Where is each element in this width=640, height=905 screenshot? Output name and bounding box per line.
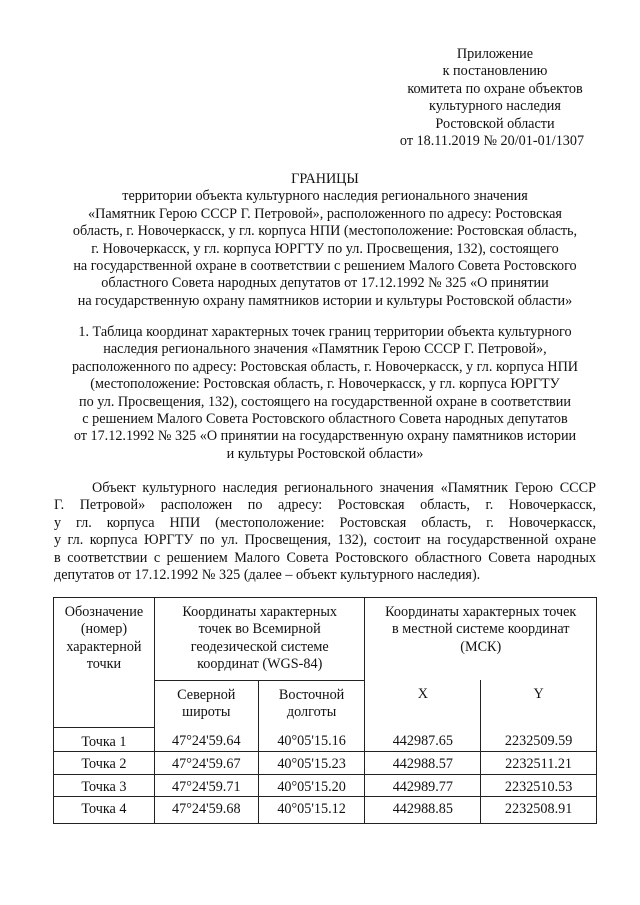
paragraph-line: у гл. корпуса ЮРГТУ по ул. Просвещения, 132), состоит на государственной охране xyxy=(54,532,596,549)
coordinates-table xyxy=(53,597,597,824)
cell-point: Точка 2 xyxy=(54,752,155,774)
paragraph-line: в соответствии с решением Малого Совета Ростовского областного Совета народных xyxy=(54,549,596,566)
title-line: область, г. Новочеркасск, у гл. корпуса НПИ (местоположение: Ростовская область, xyxy=(72,223,578,240)
x-header: X xyxy=(365,680,481,727)
header-line: Обозначение xyxy=(64,604,144,620)
cell-north: 47°24'59.67 xyxy=(154,752,258,774)
section-heading xyxy=(40,324,610,463)
title-heading: ГРАНИЦЫ xyxy=(291,171,359,187)
header-line: точки xyxy=(86,656,122,673)
title-line: на государственную охрану памятников истории и культуры Ростовской области» xyxy=(77,292,573,309)
msk-header xyxy=(365,598,597,681)
header-line: (МСК) xyxy=(460,638,502,655)
cell-north: 47°24'59.71 xyxy=(154,774,258,796)
section-line: 1. Таблица координат характерных точек границ территории объекта культурного xyxy=(78,324,572,340)
cell-east: 40°05'15.23 xyxy=(258,752,365,774)
cell-y: 2232510.53 xyxy=(481,774,597,796)
subheader-line: широты xyxy=(182,704,231,721)
subheader-line: долготы xyxy=(286,704,337,721)
header-line: точек во Всемирной xyxy=(198,621,321,638)
header-line: Координаты характерных точек xyxy=(385,604,577,620)
cell-x: 442989.77 xyxy=(365,774,481,796)
cell-point: Точка 3 xyxy=(54,774,155,796)
header-line: (номер) xyxy=(80,621,128,638)
title-line: областного Совета народных депутатов от 17.12.1992 № 325 «О принятии xyxy=(101,275,549,292)
annex-line: к постановлению xyxy=(442,63,548,80)
table-row xyxy=(54,727,597,751)
section-line: расположенного по адресу: Ростовская область, г. Новочеркасск, у гл. корпуса НПИ xyxy=(71,358,579,375)
section-line: и культуры Ростовской области» xyxy=(226,445,424,462)
annex-line: Ростовской области xyxy=(435,115,555,132)
cell-x: 442987.65 xyxy=(365,727,481,751)
section-line: от 17.12.1992 № 325 «О принятии на государственную охрану памятников истории xyxy=(73,428,577,445)
table-row xyxy=(54,774,597,796)
table-header-row xyxy=(54,598,597,681)
annex-line: комитета по охране объектов xyxy=(407,80,583,97)
subheader-line: Северной xyxy=(177,686,236,703)
document-title xyxy=(40,171,610,310)
wgs-header xyxy=(154,598,365,681)
cell-north: 47°24'59.64 xyxy=(154,727,258,751)
paragraph-line: у гл. корпуса НПИ (местоположение: Ростовская область, г. Новочеркасск, xyxy=(54,514,596,531)
north-lat-header xyxy=(154,680,258,727)
annex-date-line: от 18.11.2019 № 20/01-01/1307 xyxy=(399,133,585,150)
header-line: Координаты характерных xyxy=(182,604,337,620)
section-line: по ул. Просвещения, 132), состоящего на государственной охране в соответствии xyxy=(79,393,571,410)
cell-y: 2232511.21 xyxy=(481,752,597,774)
title-line: г. Новочеркасск, у гл. корпуса ЮРГТУ по ул. Просвещения, 132), состоящего xyxy=(91,240,559,257)
section-line: наследия регионального значения «Памятник Герою СССР Г. Петровой», xyxy=(103,341,547,358)
subheader-line: Восточной xyxy=(278,686,345,703)
paragraph-line: Объект культурного наследия регионального значения «Памятник Герою СССР xyxy=(92,480,596,496)
cell-y: 2232509.59 xyxy=(481,727,597,751)
y-header: Y xyxy=(481,680,597,727)
paragraph-line: депутатов от 17.12.1992 № 325 (далее – объект культурного наследия). xyxy=(54,567,481,584)
annex-line: Приложение xyxy=(456,46,534,62)
annex-line: культурного наследия xyxy=(429,98,561,115)
east-lon-header xyxy=(258,680,365,727)
cell-point: Точка 1 xyxy=(54,727,155,751)
header-line: геодезической системе xyxy=(190,638,329,655)
section-line: (местоположение: Ростовская область, г. Новочеркасск, у гл. корпуса ЮРГТУ xyxy=(90,376,560,393)
header-line: координат (WGS-84) xyxy=(197,656,323,673)
header-line: в местной системе координат xyxy=(391,621,570,638)
body-paragraph xyxy=(54,480,596,584)
cell-y: 2232508.91 xyxy=(481,797,597,823)
cell-x: 442988.85 xyxy=(365,797,481,823)
table-row xyxy=(54,752,597,774)
cell-east: 40°05'15.16 xyxy=(258,727,365,751)
title-line: «Памятник Герою СССР Г. Петровой», расположенного по адресу: Ростовская xyxy=(88,205,562,222)
point-designation-header xyxy=(54,598,155,728)
section-line: с решением Малого Совета Ростовского областного Совета народных депутатов xyxy=(82,411,568,428)
cell-east: 40°05'15.12 xyxy=(258,797,365,823)
cell-x: 442988.57 xyxy=(365,752,481,774)
cell-east: 40°05'15.20 xyxy=(258,774,365,796)
cell-north: 47°24'59.68 xyxy=(154,797,258,823)
title-line: территории объекта культурного наследия регионального значения xyxy=(122,188,528,205)
paragraph-line: Г. Петровой» расположен по адресу: Ростовская область, г. Новочеркасск, xyxy=(54,497,596,514)
table-row xyxy=(54,797,597,823)
header-line: характерной xyxy=(66,638,142,655)
cell-point: Точка 4 xyxy=(54,797,155,823)
annex-block xyxy=(380,46,610,150)
title-line: на государственной охране в соответствии с решением Малого Совета Ростовского xyxy=(73,258,577,275)
